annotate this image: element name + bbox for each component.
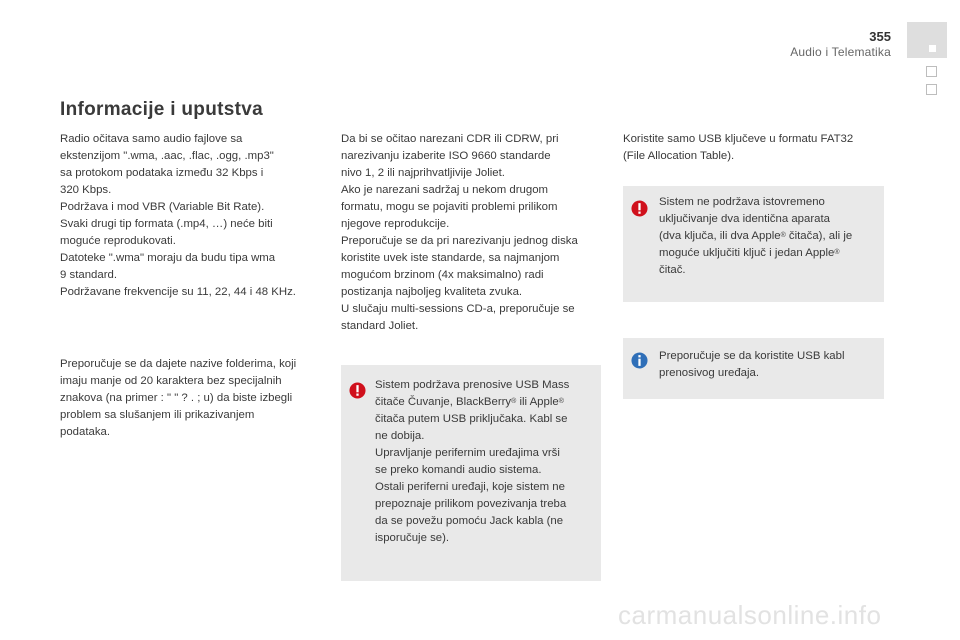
text-line: (File Allocation Table). [623,150,735,162]
text-segment: (dva ključa, ili dva Apple [659,230,781,242]
side-tab-outline-2[interactable] [926,84,937,95]
text-line: Podržavane frekvencije su 11, 22, 44 i 48 KHz. [60,286,296,298]
page-title: Informacije i uputstva [60,99,263,120]
text-line: Ostali periferni uređaji, koje sistem ne [375,481,565,493]
side-tab-outline-1[interactable] [926,66,937,77]
text-line: imaju manje od 20 karaktera bez specijalnih [60,375,282,387]
text-line: Koristite samo USB ključeve u formatu FAT32 [623,133,854,145]
registered-mark: ® [834,249,840,256]
col1-paragraph-2 [60,356,296,441]
side-tab[interactable] [907,22,947,58]
section-title: Audio i Telematika [790,45,891,59]
side-tab-marker [929,45,936,52]
text-line: Podržava i mod VBR (Variable Bit Rate). [60,201,265,213]
text-line: čitač. [659,264,686,276]
text-line: postizanja najboljeg kvaliteta zvuka. [341,286,523,298]
identical-devices-warning-box [623,186,884,302]
text-line: Sistem ne podržava istovremeno [659,196,825,208]
text-line: Preporučuje se da koristite USB kabl [659,350,845,362]
text-line: 320 Kbps. [60,184,112,196]
text-line: da se povežu pomoću Jack kabla (ne [375,515,564,527]
registered-mark: ® [511,398,517,405]
text-line: ekstenzijom ".wma, .aac, .flac, .ogg, .mp3" [60,150,274,162]
text-line: Upravljanje perifernim uređajima vrši [375,447,560,459]
text-line: Preporučuje se da pri narezivanju jednog diska [341,235,578,247]
text-line: standard Joliet. [341,320,419,332]
col1-paragraph-1 [60,131,296,301]
text-line [375,394,569,411]
text-line: Datoteke ".wma" moraju da budu tipa wma [60,252,276,264]
usb-warning-box [341,365,601,581]
warning-text [375,377,569,547]
registered-mark: ® [780,232,786,239]
text-line [659,245,852,262]
text-line: uključivanje dva identična aparata [659,213,830,225]
text-line: U slučaju multi-sessions CD-a, preporučuje se [341,303,575,315]
text-line: Svaki drugi tip formata (.mp4, …) neće biti [60,218,273,230]
info-icon [631,352,648,369]
text-line: mogućom brzinom (4x maksimalno) radi [341,269,544,281]
text-line: Da bi se očitao narezani CDR ili CDRW, pri [341,133,559,145]
usb-cable-info-box [623,338,884,399]
col2-paragraph-1 [341,131,578,335]
text-line: isporučuje se). [375,532,450,544]
text-line: koristite uvek iste standarde, sa najmanjom [341,252,560,264]
text-line: se preko komandi audio sistema. [375,464,542,476]
text-line: čitača putem USB priključaka. Kabl se [375,413,568,425]
text-segment: ili Apple [516,396,559,408]
text-line: Preporučuje se da dajete nazive folderima, koji [60,358,297,370]
text-line: prenosivog uređaja. [659,367,760,379]
text-line: znakova (na primer : " " ? . ; u) da biste izbegli [60,392,293,404]
text-line: njegove reprodukcije. [341,218,450,230]
info-text [659,348,845,382]
text-line: prepoznaje prilikom povezivanja treba [375,498,567,510]
watermark: carmanualsonline.info [618,600,882,630]
text-line: formatu, mogu se pojaviti problemi prilikom [341,201,558,213]
text-line: narezivanju izaberite ISO 9660 standarde [341,150,551,162]
text-line: ne dobija. [375,430,425,442]
text-line: Ako je narezani sadržaj u nekom drugom [341,184,549,196]
warning-icon [349,382,366,399]
text-line [659,228,852,245]
text-segment: čitače Čuvanje, BlackBerry [375,396,512,408]
text-segment: čitača), ali je [785,230,853,242]
warning-text [659,194,852,279]
warning-icon [631,200,648,217]
text-line: Sistem podržava prenosive USB Mass [375,379,570,391]
registered-mark: ® [558,398,564,405]
text-line: 9 standard. [60,269,117,281]
text-line: sa protokom podataka između 32 Kbps i [60,167,264,179]
page-number: 355 [869,29,891,44]
text-line: moguće reprodukovati. [60,235,176,247]
text-segment: moguće uključiti ključ i jedan Apple [659,247,835,259]
text-line: Radio očitava samo audio fajlove sa [60,133,243,145]
text-line: nivo 1, 2 ili najprihvatljivije Joliet. [341,167,505,179]
text-line: podataka. [60,426,111,438]
text-line: problem sa slušanjem ili prikazivanjem [60,409,255,421]
col3-paragraph-1 [623,131,853,165]
